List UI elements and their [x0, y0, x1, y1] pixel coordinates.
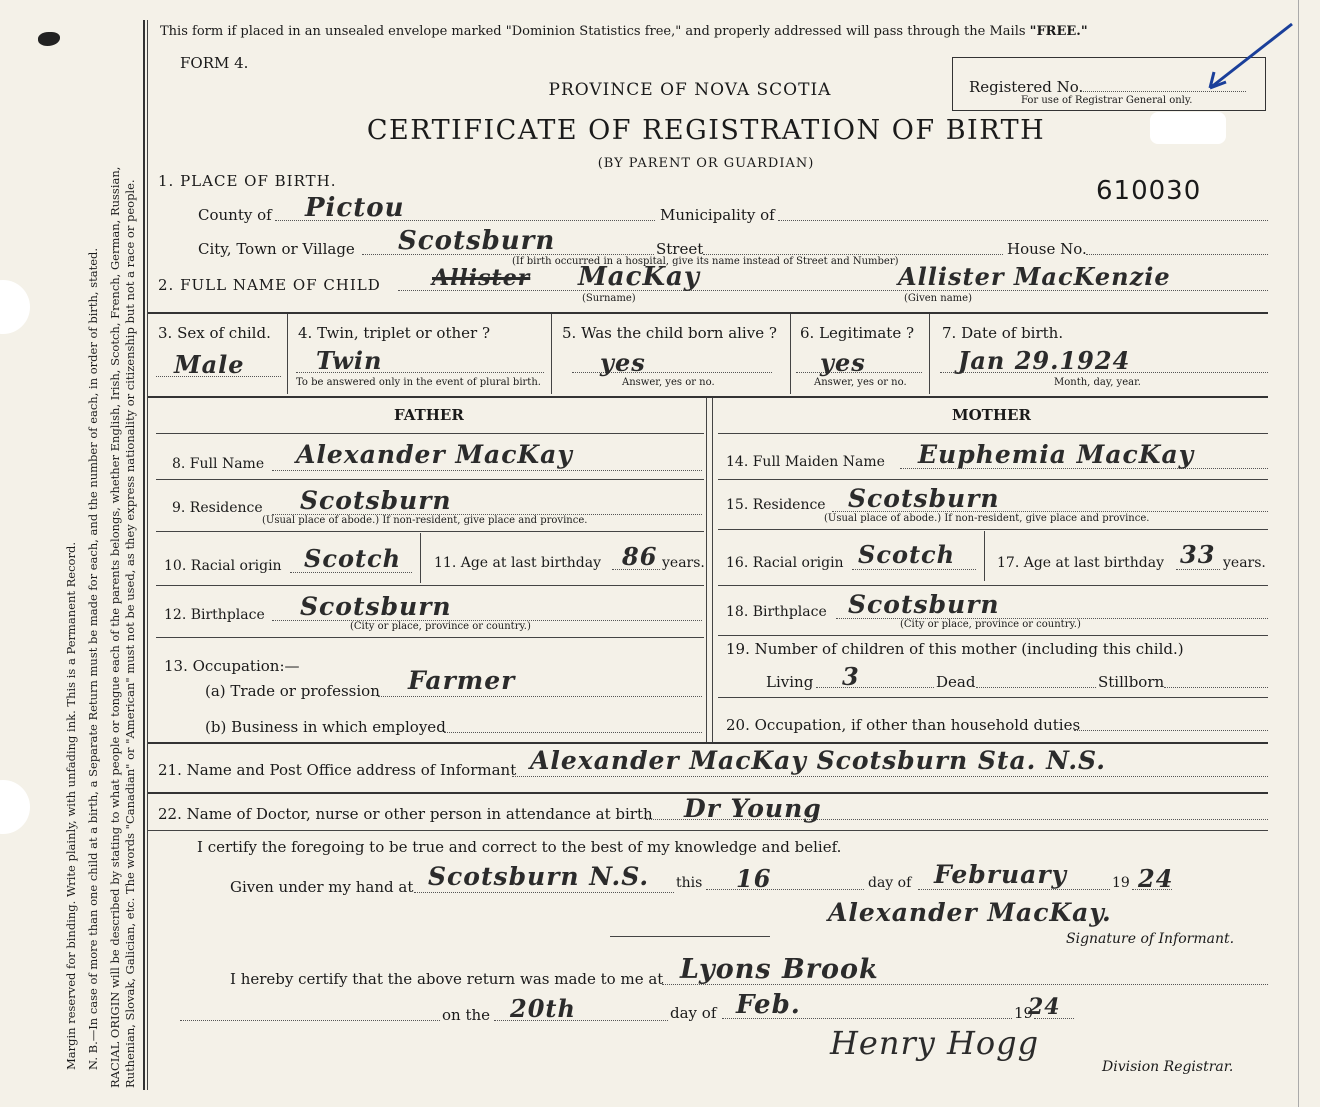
city-label: City, Town or Village — [198, 240, 355, 258]
father-name-value: Alexander MacKay — [296, 440, 573, 469]
details-divider-1 — [287, 314, 288, 394]
father-residence-label: 9. Residence — [172, 500, 263, 516]
father-rule-4 — [156, 637, 704, 638]
father-residence-value: Scotsburn — [300, 486, 452, 515]
house-line — [1086, 254, 1268, 255]
registrar-statement: I hereby certify that the above return was made to me at — [230, 970, 664, 988]
given-caption: (Given name) — [904, 293, 972, 304]
margin-note-racial-origin-cont: Ruthenian, Slovak, Galician, etc. The words "Canadian" or "American" must not be used, as they express nationality or citizenship but not a race or people. — [123, 179, 137, 1088]
registrar-day-of-label: day of — [670, 1004, 717, 1022]
father-birthplace-value: Scotsburn — [300, 592, 452, 621]
certificate-subtitle: (BY PARENT OR GUARDIAN) — [597, 156, 815, 171]
hospital-note: (If birth occurred in a hospital, give its name instead of Street and Number) — [512, 256, 899, 267]
father-trade-value: Farmer — [408, 666, 516, 695]
registrar-place-value: Lyons Brook — [680, 954, 879, 985]
father-heading-rule — [156, 433, 704, 434]
father-age-label: 11. Age at last birthday — [434, 555, 602, 571]
mail-note — [160, 24, 1088, 39]
margin-note-binding: Margin reserved for binding. Write plainly, with unfading ink. This is a Permanent Record. — [64, 542, 78, 1070]
alive-label: 5. Was the child born alive ? — [562, 324, 777, 342]
mother-living-line — [816, 687, 934, 688]
informant-signature-caption: Signature of Informant. — [1066, 931, 1235, 947]
sex-label: 3. Sex of child. — [158, 324, 271, 342]
mother-age-value: 33 — [1180, 540, 1216, 569]
mother-living-label: Living — [766, 673, 814, 691]
municipality-line — [778, 220, 1268, 221]
day-line — [706, 889, 864, 890]
details-divider-2 — [551, 314, 552, 394]
house-label: House No. — [1007, 240, 1087, 258]
municipality-label: Municipality of — [660, 206, 775, 224]
father-rule-2 — [156, 531, 704, 532]
father-racial-value: Scotch — [304, 544, 402, 573]
certificate-number: 610030 — [1096, 176, 1202, 206]
given-place-value: Scotsburn N.S. — [428, 862, 650, 891]
father-business-line — [444, 732, 702, 733]
margin-note-racial-origin: RACIAL ORIGIN will be described by stating to what people or tongue each of the parents belongs, whether English, Irish, Scotch, French, German, Russian, — [108, 166, 122, 1088]
day-of-label: day of — [868, 875, 912, 891]
sex-value: Male — [174, 350, 245, 379]
mother-living-value: 3 — [842, 662, 860, 691]
registrar-signature: Henry Hogg — [830, 1024, 1040, 1062]
mother-birthplace-label: 18. Birthplace — [726, 604, 827, 620]
doctor-label: 22. Name of Doctor, nurse or other person in attendance at birth — [158, 805, 653, 823]
city-value: Scotsburn — [398, 226, 556, 256]
mother-years-label: years. — [1223, 555, 1266, 571]
mother-children-label: 19. Number of children of this mother (including this child.) — [726, 640, 1184, 658]
informant-label: 21. Name and Post Office address of Informant — [158, 761, 517, 779]
mother-residence-value: Scotsburn — [848, 484, 1000, 513]
month-line — [918, 889, 1110, 890]
doctor-bottom-rule — [148, 830, 1268, 831]
father-rule-1 — [156, 479, 704, 480]
certify-statement: I certify the foregoing to be true and correct to the best of my knowledge and belief. — [197, 838, 842, 856]
registrar-pre-line — [180, 1020, 440, 1021]
details-bottom-rule — [148, 396, 1268, 398]
father-name-line — [272, 470, 702, 471]
province-title: PROVINCE OF NOVA SCOTIA — [548, 80, 832, 100]
mother-birthplace-note: (City or place, province or country.) — [900, 619, 1081, 630]
seal-line — [610, 936, 770, 937]
mother-birthplace-value: Scotsburn — [848, 590, 1000, 619]
mother-dead-line — [976, 687, 1096, 688]
binding-hole-top — [0, 280, 30, 334]
child-given-name: Allister MacKenzie — [898, 262, 1171, 291]
mother-racial-line — [852, 569, 976, 570]
legit-value: yes — [820, 348, 866, 377]
dob-note: Month, day, year. — [1054, 377, 1141, 388]
twin-label: 4. Twin, triplet or other ? — [298, 324, 490, 342]
place-of-birth-label: 1. PLACE OF BIRTH. — [158, 172, 337, 190]
father-residence-note: (Usual place of abode.) If non-resident, give place and province. — [262, 515, 588, 526]
registrar-month-value: Feb. — [736, 990, 801, 1020]
mother-name-value: Euphemia MacKay — [918, 440, 1195, 469]
this-label: this — [676, 875, 703, 891]
father-birthplace-label: 12. Birthplace — [164, 607, 265, 623]
registrar-use: For use of Registrar General only. — [1021, 95, 1193, 106]
mother-rule-5 — [718, 697, 1268, 698]
given-place-line — [414, 892, 674, 893]
month-value: February — [934, 860, 1068, 889]
father-name-label: 8. Full Name — [172, 456, 265, 472]
left-border — [143, 20, 145, 1090]
father-racial-label: 10. Racial origin — [164, 558, 282, 574]
informant-value: Alexander MacKay Scotsburn Sta. N.S. — [530, 746, 1106, 775]
twin-value: Twin — [316, 346, 383, 375]
mother-age-line — [1176, 569, 1220, 570]
mother-age-divider — [984, 531, 985, 581]
mother-occupation-line — [1074, 730, 1268, 731]
mother-residence-note: (Usual place of abode.) If non-resident, give place and province. — [824, 513, 1150, 524]
alive-value: yes — [600, 348, 646, 377]
mother-racial-label: 16. Racial origin — [726, 555, 844, 571]
surname-caption: (Surname) — [582, 293, 636, 304]
mother-racial-value: Scotch — [858, 540, 956, 569]
details-top-rule — [148, 312, 1268, 314]
column-divider-left — [706, 398, 707, 742]
year-suffix: 24 — [1138, 864, 1174, 893]
father-birthplace-note: (City or place, province or country.) — [350, 621, 531, 632]
registrar-year-line — [1034, 1018, 1074, 1019]
father-occupation-label: 13. Occupation:— — [164, 657, 300, 675]
mother-heading-rule — [718, 433, 1268, 434]
doctor-value: Dr Young — [684, 794, 822, 823]
father-age-value: 86 — [622, 542, 658, 571]
father-trade-label: (a) Trade or profession — [205, 682, 380, 700]
mail-note-text: This form if placed in an unsealed envelope marked "Dominion Statistics free," and properly addressed will pass through the Mails — [160, 24, 1026, 39]
mother-rule-1 — [718, 479, 1268, 480]
county-value: Pictou — [305, 193, 405, 223]
registrar-caption: Division Registrar. — [1102, 1059, 1234, 1075]
day-value: 16 — [736, 864, 772, 893]
child-name-label: 2. FULL NAME OF CHILD — [158, 276, 381, 294]
father-rule-3 — [156, 585, 704, 586]
given-label: Given under my hand at — [230, 878, 414, 896]
dob-value: Jan 29.1924 — [958, 346, 1131, 375]
legit-label: 6. Legitimate ? — [800, 324, 915, 342]
father-business-label: (b) Business in which employed — [205, 718, 446, 736]
mother-dead-label: Dead — [936, 673, 976, 691]
left-border-inner — [147, 20, 148, 1090]
county-label: County of — [198, 206, 272, 224]
mother-heading: MOTHER — [952, 406, 1031, 424]
binding-hole-bottom — [0, 780, 30, 834]
child-surname: MacKay — [578, 262, 701, 292]
struck-name: Allister — [432, 265, 531, 291]
father-heading: FATHER — [394, 406, 464, 424]
ink-blot — [38, 32, 60, 46]
mother-stillborn-label: Stillborn — [1098, 673, 1165, 691]
column-divider-right — [712, 398, 713, 742]
twin-note: To be answered only in the event of plural birth. — [296, 377, 541, 388]
details-divider-3 — [790, 314, 791, 394]
columns-bottom-rule — [148, 742, 1268, 744]
mother-occupation-label: 20. Occupation, if other than household duties — [726, 716, 1081, 734]
mother-name-label: 14. Full Maiden Name — [726, 454, 885, 470]
father-years-label: years. — [662, 555, 705, 571]
informant-line — [512, 776, 1268, 777]
legit-note: Answer, yes or no. — [814, 377, 907, 388]
mother-stillborn-line — [1164, 687, 1268, 688]
mother-age-label: 17. Age at last birthday — [997, 555, 1165, 571]
dob-label: 7. Date of birth. — [942, 324, 1064, 342]
father-age-divider — [420, 533, 421, 583]
father-trade-line — [378, 696, 702, 697]
registrar-day-value: 20th — [510, 994, 576, 1023]
alive-note: Answer, yes or no. — [622, 377, 715, 388]
mother-rule-4 — [718, 635, 1268, 636]
registrar-year-prefix: 19 — [1014, 1004, 1034, 1022]
details-divider-4 — [929, 314, 930, 394]
year-prefix: 19 — [1112, 875, 1130, 891]
certificate-title: CERTIFICATE OF REGISTRATION OF BIRTH — [366, 115, 1046, 146]
registered-label: Registered No. — [969, 78, 1084, 96]
on-the-label: on the — [442, 1006, 491, 1024]
mail-free: "FREE." — [1029, 24, 1088, 39]
mother-rule-2 — [718, 529, 1268, 530]
registrar-year-suffix: 24 — [1028, 994, 1061, 1020]
informant-signature: Alexander MacKay. — [828, 898, 1112, 927]
street-line — [703, 254, 1003, 255]
mother-rule-3 — [718, 585, 1268, 586]
mother-residence-label: 15. Residence — [726, 497, 826, 513]
margin-note-multiple-births: N. B.—In case of more than one child at a birth, a Separate Return must be made for each, and the number of each, in order of birth, stated. — [86, 247, 100, 1070]
form-number: FORM 4. — [180, 54, 249, 72]
street-label: Street — [656, 240, 704, 258]
